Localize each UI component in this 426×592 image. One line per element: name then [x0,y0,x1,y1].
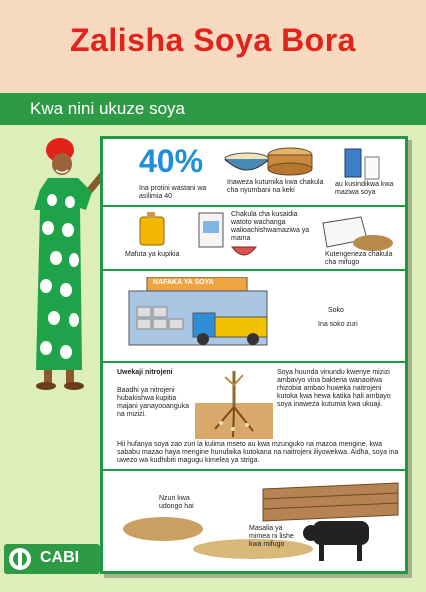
children-caption: Chakula cha kusaidia watoto wachanga walioachishwamaziwa ya mama [231,211,310,242]
page-title: Zalisha Soya Bora [70,22,356,58]
oil-bottle-icon [137,211,167,247]
row-divider [103,469,405,471]
residue-feed-caption: Masalia ya mimea ni lishe kwa mifugo [249,525,294,548]
market-sign: NAFAKA YA SOYA [153,279,214,286]
market-title: Soko [328,307,344,314]
market-caption: Ina soko zuri [318,321,358,328]
cabi-logo-text: CABI [40,549,80,566]
page-subtitle: Kwa nini ukuze soya [30,99,185,118]
row-divider [103,269,405,271]
nitrogen-heading: Uwekaji nitrojeni [117,369,173,376]
milk-carton-icon [343,145,383,181]
soy-roots-illustration [195,367,273,439]
cake-icon [265,145,315,177]
nitrogen-right-text: Soya huunda vinundu kwenye mizizi ambavyo vina bakteria wanaoitwa rhizobia ambao huweka naitrojeni kutoka kwa hewa katika hali ambayo soya inaweza kutumia kwa ukuaji. [277,369,391,408]
soil-caption: Nzuri kwa udongo hai [159,495,194,510]
small-bowl-icon [231,245,257,257]
protein-percent: 40% [139,143,204,179]
rotation-text: Hii hufanya soya zao zuri la kulima mseto au kwa mzunguko na mazoa mengine, kwa sababu mazao haya mengine hunufaika kutokana na naitrojeni iliyowekwa. Aidha, soya ina uwezo wa kudhibiti magugu kimelea ya striga. [117,441,399,464]
header-band [0,0,426,93]
feed-sack-icon [315,213,395,253]
nitrogen-left-text: Baadhi ya nitrojeni hubakishwa kupitia majani yanayooanguka na mizizi. [117,387,189,418]
milk-caption: au kusindikwa kwa maziwa soya [335,181,394,196]
row-divider [103,205,405,207]
crop-residue-illustration [113,479,403,569]
info-panel [100,136,408,574]
row-divider [103,361,405,363]
oil-caption: Mafuta ya kupikia [125,251,180,258]
feed-caption: Kutengeneza chakula cha mifugo [325,251,393,266]
food-caption: Inaweza kutumika kwa chakula cha nyumbani na keki [227,179,324,194]
cabi-logo [4,544,100,574]
market-warehouse-illustration [123,277,273,349]
protein-caption: Ina protini wastani wa asilimia 40 [139,185,207,200]
baby-food-box-icon [197,211,225,249]
